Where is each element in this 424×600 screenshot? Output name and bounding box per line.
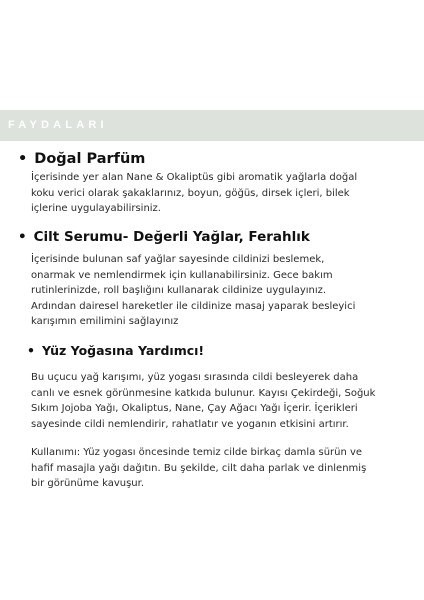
section-header-label: FAYDALARI [8,119,108,131]
benefit-title-skin-serum [18,229,310,245]
paragraph-line: Ardından dairesel hareketler ile cildinize masaj yaparak besleyici [31,300,356,312]
benefit-description-natural-perfume [31,170,357,217]
paragraph-line: içlerine uygulayabilirsiniz. [31,203,161,215]
benefit-description-face-yoga [31,370,375,432]
benefit-title-text: Doğal Parfüm [34,151,146,167]
paragraph-line: Kullanımı: Yüz yogası öncesinde temiz cilde birkaç damla sürün ve [31,447,363,458]
paragraph-line: İçerisinde bulunan saf yağlar sayesinde cildinizi beslemek, [31,254,325,265]
bullet-icon: • [18,229,27,245]
paragraph-line: karışımın emilimini sağlayınız [31,316,179,328]
benefit-title-face-yoga [27,343,204,358]
paragraph-line: bir görünüme kavuşur. [31,478,144,490]
benefit-title-text: Yüz Yoğasına Yardımcı! [42,343,205,358]
paragraph-line: rutinlerinizde, roll başlığını kullanarak cildinize uygulayınız. [31,285,327,297]
paragraph-line: İçerisinde yer alan Nane & Okaliptüs gibi aromatik yağlarla doğal [31,172,358,183]
benefit-usage-face-yoga [31,445,366,492]
section-header-band [0,110,424,141]
paragraph-line: onarmak ve nemlendirmek için kullanabilirsiniz. Gece bakım [31,269,333,281]
paragraph-line: sayesinde cildi nemlendirir, rahatlatır ve yoganın etkisini artırır. [31,418,349,430]
benefit-title-text: Cilt Serumu- Değerli Yağlar, Ferahlık [33,229,310,245]
benefit-description-skin-serum [31,252,355,330]
paragraph-line: hafif masajla yağı dağıtın. Bu şekilde, cilt daha parlak ve dinlenmiş [31,462,367,474]
paragraph-line: canlı ve esnek görünmesine katkıda bulunur. Kayısı Çekirdeği, Soğuk [31,387,376,399]
paragraph-line: Sıkım Jojoba Yağı, Okaliptus, Nane, Çay Ağacı Yağı İçerir. İçerikleri [31,403,358,415]
benefit-title-natural-perfume [18,151,145,167]
bullet-icon: • [27,343,35,358]
bullet-icon: • [18,151,28,167]
paragraph-line: koku verici olarak şakaklarınız, boyun, göğüs, dirsek içleri, bilek [31,187,350,199]
paragraph-line: Bu uçucu yağ karışımı, yüz yogası sırasında cildi besleyerek daha [31,372,359,383]
